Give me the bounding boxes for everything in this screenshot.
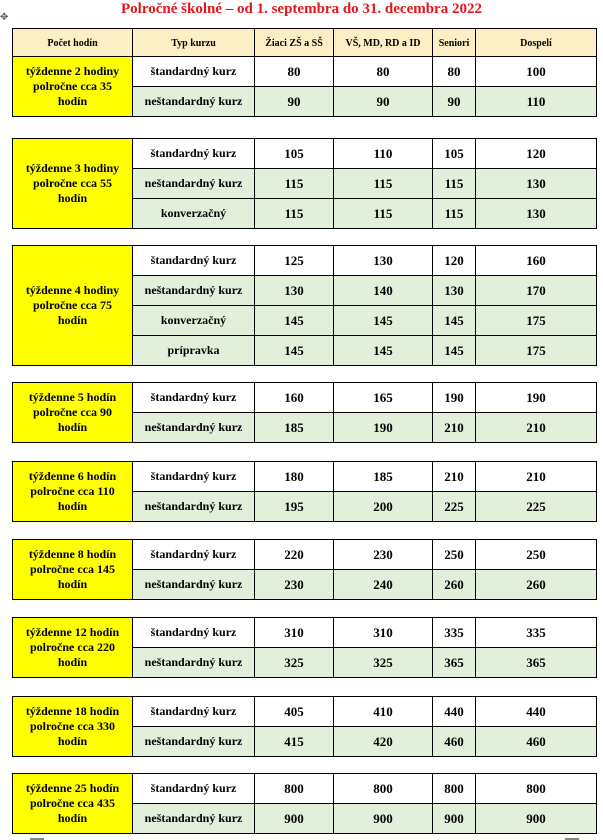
price-cell: 160 — [255, 383, 334, 413]
semester-hours-line: polročne cca 435 — [29, 796, 116, 810]
price-cell: 190 — [334, 413, 433, 443]
price-cell: 800 — [255, 774, 334, 804]
price-cell: 105 — [433, 139, 476, 169]
weekly-hours-cell — [13, 697, 133, 757]
price-cell: 170 — [476, 276, 597, 306]
price-cell: 310 — [334, 618, 433, 648]
table-row — [13, 383, 597, 413]
hours-unit-line: hodín — [57, 734, 88, 748]
weekly-hours-line: týždenne 2 hodiny — [25, 64, 120, 78]
price-cell: 130 — [334, 246, 433, 276]
price-cell: 180 — [255, 462, 334, 492]
price-cell: 100 — [476, 57, 597, 87]
price-cell: 310 — [255, 618, 334, 648]
price-group-table — [12, 617, 597, 678]
price-cell: 210 — [476, 462, 597, 492]
price-cell: 115 — [255, 199, 334, 229]
price-cell: 90 — [255, 87, 334, 117]
weekly-hours-cell — [13, 462, 133, 522]
weekly-hours-cell — [13, 618, 133, 678]
course-type-cell: prípravka — [133, 336, 255, 366]
price-group-table — [12, 138, 597, 229]
weekly-hours-cell — [13, 774, 133, 834]
hours-unit-line: hodín — [57, 499, 88, 513]
price-cell: 165 — [334, 383, 433, 413]
hours-unit-line: hodín — [57, 191, 88, 205]
weekly-hours-line: týždenne 5 hodín — [28, 390, 117, 404]
course-type-cell: neštandardný kurz — [133, 570, 255, 600]
price-cell: 900 — [433, 804, 476, 834]
price-cell: 335 — [476, 618, 597, 648]
semester-hours-line: polročne cca 330 — [29, 719, 116, 733]
column-header: Počet hodín — [13, 29, 133, 58]
weekly-hours-cell — [13, 246, 133, 366]
price-cell: 185 — [334, 462, 433, 492]
weekly-hours-line: týždenne 8 hodín — [28, 547, 117, 561]
weekly-hours-cell — [13, 57, 133, 117]
hours-unit-line: hodín — [57, 811, 88, 825]
course-type-cell: štandardný kurz — [133, 462, 255, 492]
course-type-cell: štandardný kurz — [133, 774, 255, 804]
price-cell: 225 — [433, 492, 476, 522]
weekly-hours-line: týždenne 25 hodín — [25, 781, 120, 795]
course-type-cell: štandardný kurz — [133, 139, 255, 169]
price-cell: 210 — [433, 462, 476, 492]
price-cell: 800 — [334, 774, 433, 804]
price-cell: 80 — [255, 57, 334, 87]
course-type-cell: štandardný kurz — [133, 57, 255, 87]
price-cell: 240 — [334, 570, 433, 600]
price-cell: 130 — [255, 276, 334, 306]
price-cell: 110 — [334, 139, 433, 169]
price-cell: 800 — [476, 774, 597, 804]
course-type-cell: neštandardný kurz — [133, 648, 255, 678]
weekly-hours-cell — [13, 139, 133, 229]
price-cell: 190 — [433, 383, 476, 413]
hours-unit-line: hodín — [57, 313, 88, 327]
price-cell: 145 — [334, 336, 433, 366]
hours-unit-line: hodín — [57, 94, 88, 108]
price-cell: 220 — [255, 540, 334, 570]
price-cell: 900 — [334, 804, 433, 834]
course-type-cell: neštandardný kurz — [133, 169, 255, 199]
price-cell: 260 — [433, 570, 476, 600]
table-row — [13, 139, 597, 169]
price-cell: 120 — [476, 139, 597, 169]
price-cell: 185 — [255, 413, 334, 443]
price-group-table — [12, 773, 597, 834]
price-cell: 140 — [334, 276, 433, 306]
table-row — [13, 774, 597, 804]
price-cell: 105 — [255, 139, 334, 169]
price-cell: 145 — [255, 336, 334, 366]
semester-hours-line: polročne cca 35 — [32, 79, 113, 93]
price-cell: 420 — [334, 727, 433, 757]
hours-unit-line: hodín — [57, 655, 88, 669]
course-type-cell: konverzačný — [133, 199, 255, 229]
price-cell: 365 — [433, 648, 476, 678]
price-cell: 410 — [334, 697, 433, 727]
price-cell: 335 — [433, 618, 476, 648]
price-cell: 115 — [334, 199, 433, 229]
price-cell: 130 — [476, 169, 597, 199]
price-cell: 415 — [255, 727, 334, 757]
table-move-handle-icon[interactable]: ✥ — [0, 12, 9, 23]
price-cell: 175 — [476, 336, 597, 366]
price-cell: 200 — [334, 492, 433, 522]
table-row — [13, 618, 597, 648]
price-cell: 115 — [433, 199, 476, 229]
weekly-hours-cell — [13, 540, 133, 600]
column-header: Žiaci ZŠ a SŠ — [255, 29, 334, 58]
course-type-cell: neštandardný kurz — [133, 727, 255, 757]
price-cell: 260 — [476, 570, 597, 600]
price-group-table — [12, 382, 597, 443]
table-row — [13, 246, 597, 276]
table-row — [13, 540, 597, 570]
column-header: Dospelí — [476, 29, 597, 58]
price-cell: 225 — [476, 492, 597, 522]
price-cell: 145 — [433, 336, 476, 366]
price-cell: 145 — [433, 306, 476, 336]
price-cell: 440 — [433, 697, 476, 727]
hours-unit-line: hodín — [57, 577, 88, 591]
price-group-table — [12, 56, 597, 117]
semester-hours-line: polročne cca 145 — [29, 562, 116, 576]
price-cell: 190 — [476, 383, 597, 413]
course-type-cell: štandardný kurz — [133, 383, 255, 413]
course-type-cell: neštandardný kurz — [133, 492, 255, 522]
price-cell: 230 — [255, 570, 334, 600]
price-cell: 130 — [476, 199, 597, 229]
course-type-cell: štandardný kurz — [133, 540, 255, 570]
semester-hours-line: polročne cca 55 — [32, 176, 113, 190]
price-cell: 160 — [476, 246, 597, 276]
weekly-hours-line: týždenne 18 hodín — [25, 704, 120, 718]
price-cell: 210 — [433, 413, 476, 443]
column-header: Seniori — [433, 29, 476, 58]
price-cell: 460 — [433, 727, 476, 757]
column-header: VŠ, MD, RD a ID — [334, 29, 433, 58]
semester-hours-line: polročne cca 75 — [32, 298, 113, 312]
table-row — [13, 57, 597, 87]
price-cell: 90 — [433, 87, 476, 117]
price-cell: 110 — [476, 87, 597, 117]
weekly-hours-line: týždenne 12 hodín — [25, 625, 120, 639]
column-header: Typ kurzu — [133, 29, 255, 58]
price-cell: 800 — [433, 774, 476, 804]
price-cell: 250 — [476, 540, 597, 570]
weekly-hours-line: týždenne 4 hodiny — [25, 283, 120, 297]
price-cell: 175 — [476, 306, 597, 336]
price-cell: 210 — [476, 413, 597, 443]
course-type-cell: neštandardný kurz — [133, 804, 255, 834]
semester-hours-line: polročne cca 220 — [29, 640, 116, 654]
price-cell: 900 — [476, 804, 597, 834]
price-cell: 900 — [255, 804, 334, 834]
price-group-table — [12, 245, 597, 366]
price-group-table — [12, 696, 597, 757]
weekly-hours-line: týždenne 3 hodiny — [25, 161, 120, 175]
price-cell: 405 — [255, 697, 334, 727]
price-cell: 125 — [255, 246, 334, 276]
price-cell: 460 — [476, 727, 597, 757]
price-cell: 115 — [255, 169, 334, 199]
course-type-cell: konverzačný — [133, 306, 255, 336]
weekly-hours-cell — [13, 383, 133, 443]
semester-hours-line: polročne cca 110 — [30, 484, 115, 498]
course-type-cell: neštandardný kurz — [133, 87, 255, 117]
course-type-cell: neštandardný kurz — [133, 276, 255, 306]
course-type-cell: štandardný kurz — [133, 618, 255, 648]
header-table — [12, 28, 597, 58]
price-cell: 115 — [433, 169, 476, 199]
price-cell: 230 — [334, 540, 433, 570]
price-cell: 250 — [433, 540, 476, 570]
table-row — [13, 462, 597, 492]
page-title: Polročné školné – od 1. septembra do 31. decembra 2022 — [121, 1, 482, 17]
price-cell: 120 — [433, 246, 476, 276]
price-cell: 80 — [433, 57, 476, 87]
price-cell: 90 — [334, 87, 433, 117]
semester-hours-line: polročne cca 90 — [32, 405, 113, 419]
course-type-cell: štandardný kurz — [133, 697, 255, 727]
header-row — [13, 29, 597, 58]
price-cell: 325 — [334, 648, 433, 678]
price-cell: 365 — [476, 648, 597, 678]
price-cell: 130 — [433, 276, 476, 306]
price-cell: 195 — [255, 492, 334, 522]
price-cell: 80 — [334, 57, 433, 87]
table-row — [13, 697, 597, 727]
weekly-hours-line: týždenne 6 hodín — [28, 469, 117, 483]
price-cell: 115 — [334, 169, 433, 199]
course-type-cell: neštandardný kurz — [133, 413, 255, 443]
price-group-table — [12, 539, 597, 600]
price-cell: 440 — [476, 697, 597, 727]
course-type-cell: štandardný kurz — [133, 246, 255, 276]
price-cell: 145 — [255, 306, 334, 336]
hours-unit-line: hodín — [57, 420, 88, 434]
price-cell: 145 — [334, 306, 433, 336]
price-group-table — [12, 461, 597, 522]
price-cell: 325 — [255, 648, 334, 678]
